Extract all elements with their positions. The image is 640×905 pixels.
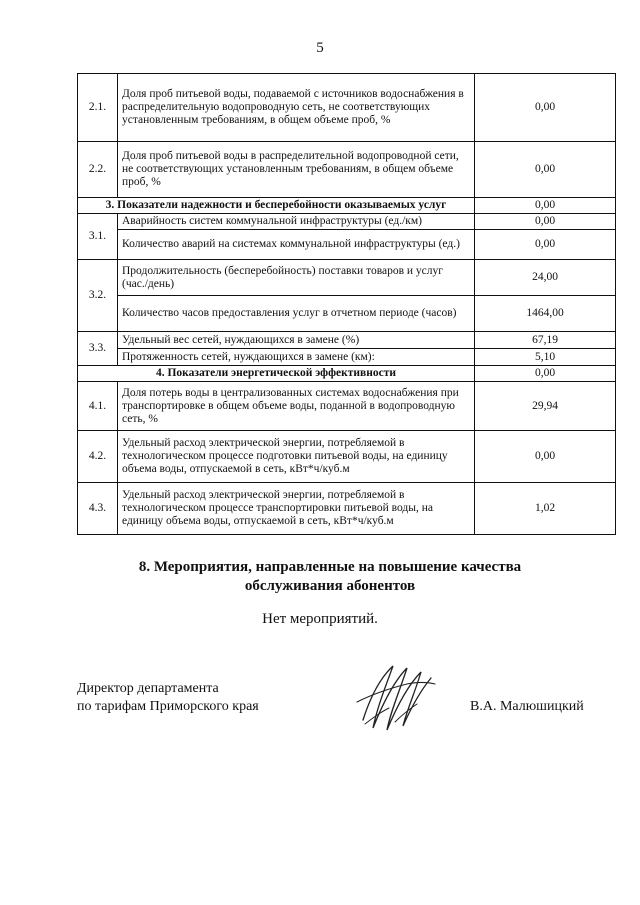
row-description: Доля потерь воды в централизованных системах водоснабжения при транспортировке в общем объеме воды, поданной в водопроводную сеть, % bbox=[118, 382, 475, 431]
row-value: 0,00 bbox=[475, 74, 616, 142]
row-value: 0,00 bbox=[475, 142, 616, 198]
row-number: 2.1. bbox=[78, 74, 118, 142]
table-row bbox=[78, 74, 616, 142]
section-title: 4. Показатели энергетической эффективности bbox=[78, 366, 475, 382]
table-row bbox=[78, 142, 616, 198]
row-description: Доля проб питьевой воды в распределительной водопроводной сети, не соответствующих установленным требованиям, в общем объеме проб, % bbox=[118, 142, 475, 198]
row-value: 67,19 bbox=[475, 332, 616, 349]
row-value: 24,00 bbox=[475, 260, 616, 296]
row-value: 0,00 bbox=[475, 230, 616, 260]
row-number: 3.2. bbox=[78, 260, 118, 332]
section-row bbox=[78, 366, 616, 382]
signer-position-line1: Директор департамента bbox=[77, 681, 219, 696]
row-value: 0,00 bbox=[475, 366, 616, 382]
row-value: 0,00 bbox=[475, 198, 616, 214]
row-number: 2.2. bbox=[78, 142, 118, 198]
table-row bbox=[78, 431, 616, 483]
section-title: 3. Показатели надежности и бесперебойности оказываемых услуг bbox=[78, 198, 475, 214]
table-row bbox=[78, 483, 616, 535]
row-description: Количество аварий на системах коммунальной инфраструктуры (ед.) bbox=[118, 230, 475, 260]
signer-position bbox=[77, 680, 259, 716]
section-8-heading-line2: обслуживания абонентов bbox=[244, 578, 416, 594]
indicators-table bbox=[77, 73, 616, 535]
row-number: 4.2. bbox=[78, 431, 118, 483]
table-row bbox=[78, 214, 616, 230]
row-number: 3.3. bbox=[78, 332, 118, 366]
row-value: 0,00 bbox=[475, 214, 616, 230]
table-row bbox=[78, 230, 616, 260]
table-row bbox=[78, 382, 616, 431]
row-value: 1464,00 bbox=[475, 296, 616, 332]
row-value: 5,10 bbox=[475, 349, 616, 366]
row-description: Протяженность сетей, нуждающихся в замене (км): bbox=[118, 349, 475, 366]
no-measures-text: Нет мероприятий. bbox=[262, 611, 378, 627]
row-description: Удельный расход электрической энергии, потребляемой в технологическом процессе подготовки питьевой воды, на единицу объема воды, отпускаемой в сеть, кВт*ч/куб.м bbox=[118, 431, 475, 483]
table-row bbox=[78, 296, 616, 332]
row-number: 3.1. bbox=[78, 214, 118, 260]
row-description: Доля проб питьевой воды, подаваемой с источников водоснабжения в распределительную водопроводную сеть, не соответствующих установленным требованиям, в общем объеме проб, % bbox=[118, 74, 475, 142]
table-row bbox=[78, 332, 616, 349]
row-description: Удельный вес сетей, нуждающихся в замене (%) bbox=[118, 332, 475, 349]
signer-name: В.А. Малюшицкий bbox=[470, 699, 584, 714]
handwritten-signature bbox=[345, 658, 445, 738]
row-description: Удельный расход электрической энергии, потребляемой в технологическом процессе транспортировки питьевой воды, на единицу объема воды, отпускаемой в сеть, кВт*ч/куб.м bbox=[118, 483, 475, 535]
section-8-heading bbox=[80, 558, 580, 596]
row-number: 4.3. bbox=[78, 483, 118, 535]
signer-position-line2: по тарифам Приморского края bbox=[77, 699, 259, 714]
row-description: Количество часов предоставления услуг в отчетном периоде (часов) bbox=[118, 296, 475, 332]
page-number: 5 bbox=[316, 40, 324, 56]
row-number: 4.1. bbox=[78, 382, 118, 431]
row-description: Аварийность систем коммунальной инфраструктуры (ед./км) bbox=[118, 214, 475, 230]
row-value: 0,00 bbox=[475, 431, 616, 483]
row-value: 1,02 bbox=[475, 483, 616, 535]
section-row bbox=[78, 198, 616, 214]
row-value: 29,94 bbox=[475, 382, 616, 431]
section-8-heading-line1: 8. Мероприятия, направленные на повышение качества bbox=[138, 559, 522, 575]
table-row bbox=[78, 260, 616, 296]
row-description: Продолжительность (бесперебойность) поставки товаров и услуг (час./день) bbox=[118, 260, 475, 296]
table-row bbox=[78, 349, 616, 366]
